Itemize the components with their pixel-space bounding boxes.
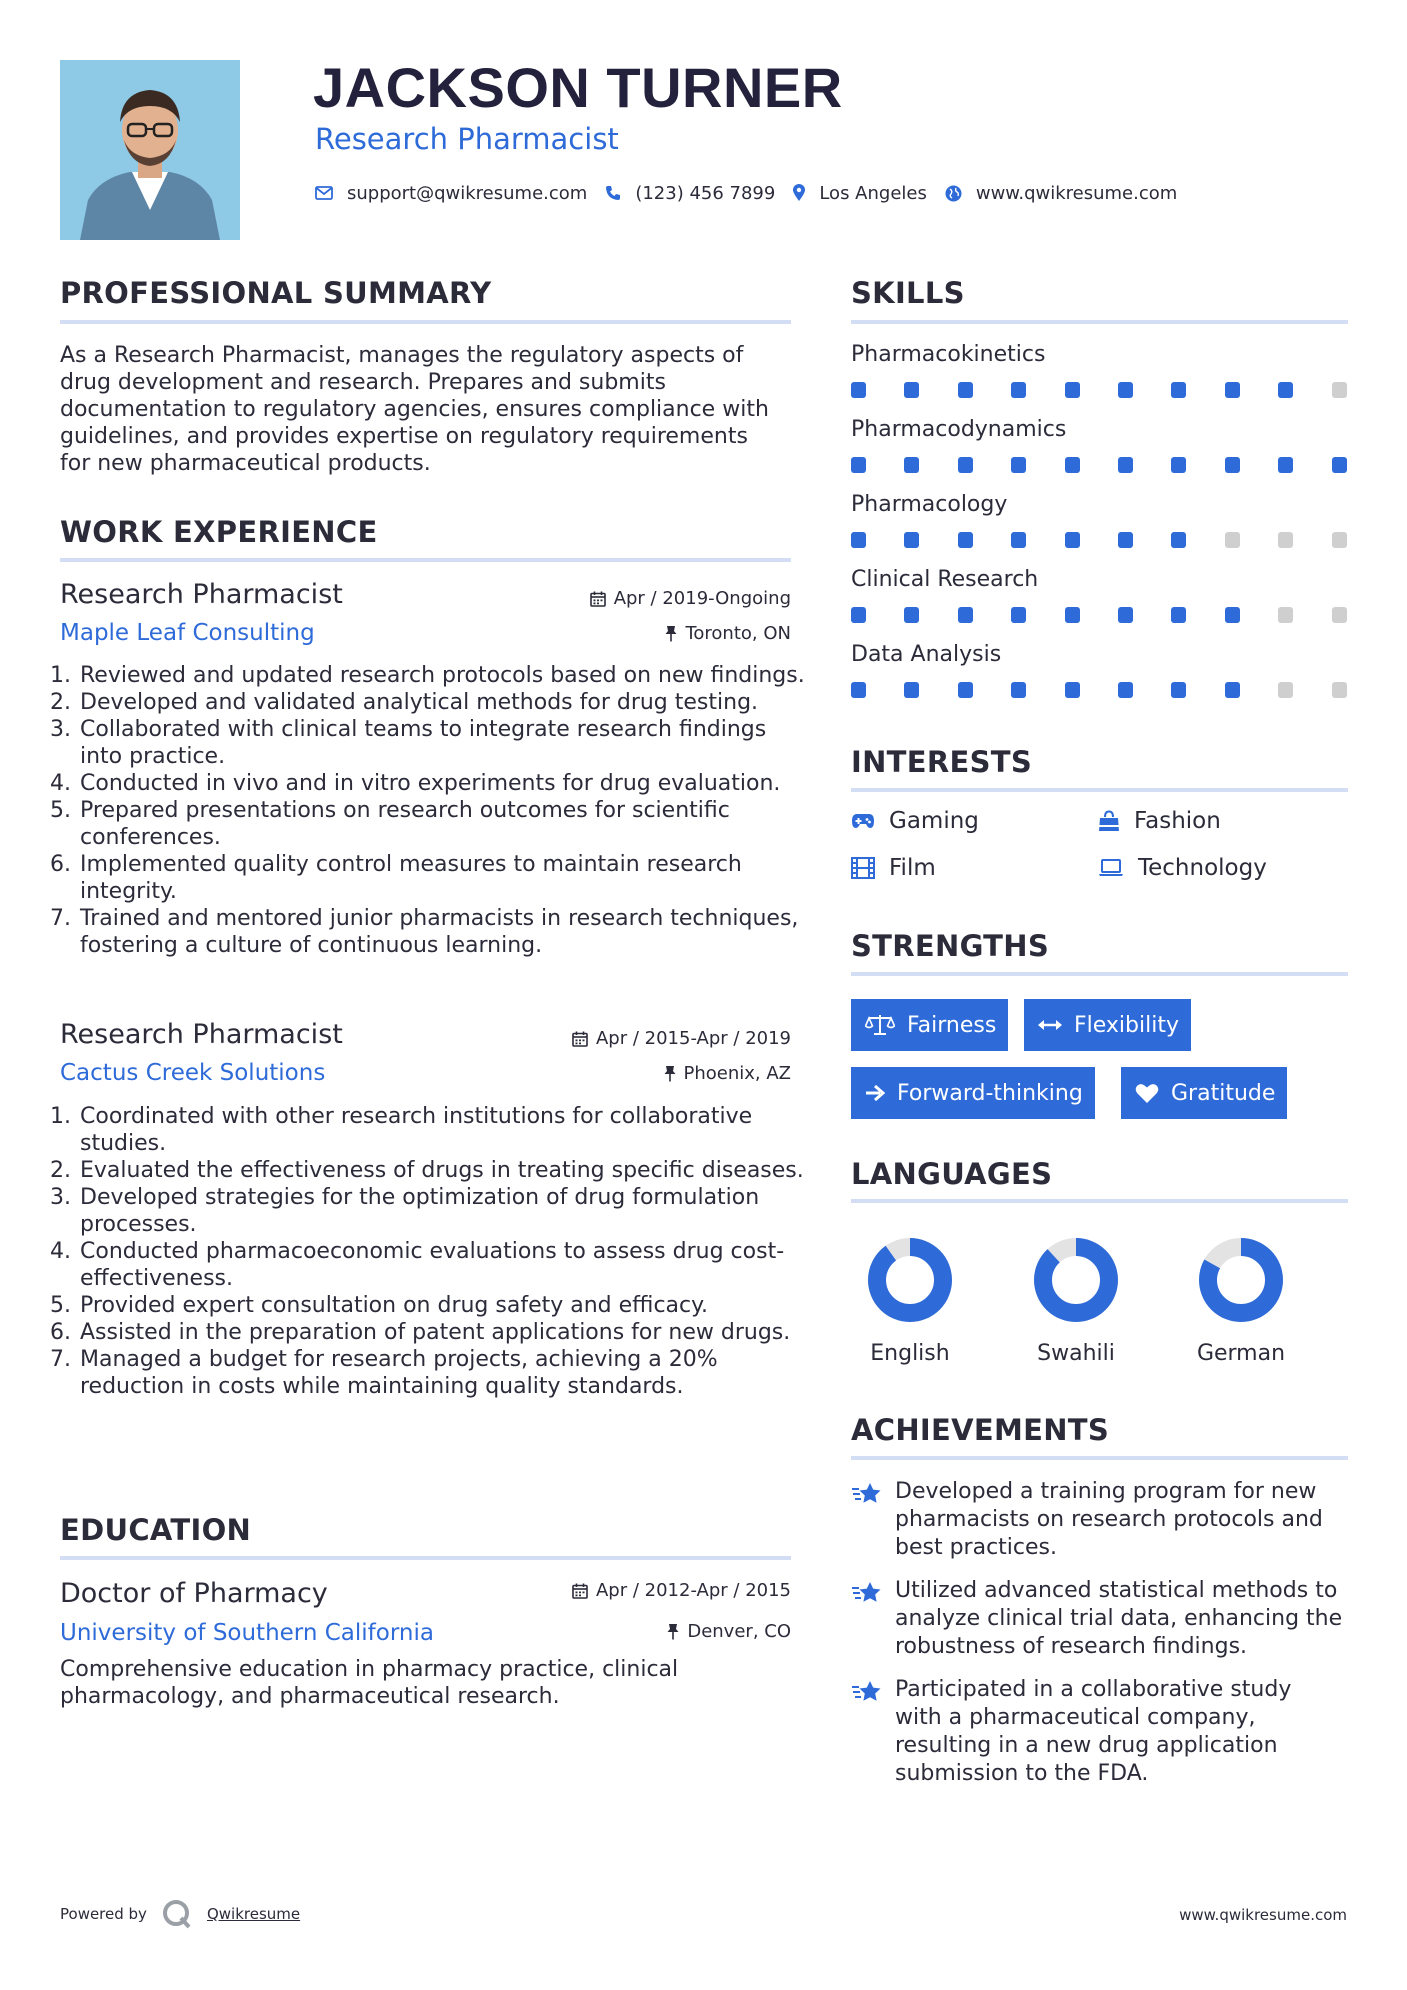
list-item: 4. Conducted in vivo and in vitro experiments for drug evaluation. xyxy=(78,770,813,797)
contact-location xyxy=(793,183,927,204)
skill-dot-filled xyxy=(1171,457,1186,473)
summary-text: As a Research Pharmacist, manages the regulatory aspects of drug development and research. Prepares and submits documentation to regulatory agencies, ensures compliance with guidelines, and provides expertise on regulatory requirements for new pharmaceutical products. xyxy=(60,343,769,476)
languages-heading: LANGUAGES xyxy=(851,1157,1053,1191)
strength-forward-thinking: Forward-thinking xyxy=(851,1067,1095,1119)
skill-dot-empty xyxy=(1332,607,1347,623)
list-item: 5. Prepared presentations on research outcomes for scientific conferences. xyxy=(78,797,813,851)
skill-dot-filled xyxy=(1065,382,1080,398)
skill-dot-filled xyxy=(1225,682,1240,698)
skill-dot-empty xyxy=(1225,532,1240,548)
skill-rating xyxy=(851,457,1348,473)
candidate-name: JACKSON TURNER xyxy=(313,56,843,119)
skill-dot-filled xyxy=(958,457,973,473)
calendar-icon xyxy=(590,591,606,607)
contact-email[interactable] xyxy=(315,183,587,204)
list-item: 7. Trained and mentored junior pharmacists in research techniques, fostering a culture of continuous learning. xyxy=(78,905,813,959)
skill-dot-filled xyxy=(958,382,973,398)
language-proficiency-donut xyxy=(1031,1235,1121,1325)
skill-dot-filled xyxy=(904,607,919,623)
language-name: Swahili xyxy=(1037,1341,1115,1366)
job-title: Research Pharmacist xyxy=(60,1019,343,1050)
skill-dot-filled xyxy=(1332,457,1347,473)
job-bullets xyxy=(60,1103,813,1400)
summary-rule xyxy=(60,320,791,324)
skill-dot-filled xyxy=(1278,457,1293,473)
list-item: 6. Assisted in the preparation of patent applications for new drugs. xyxy=(78,1319,813,1346)
shopping-bag-icon xyxy=(1098,810,1120,832)
skill-dot-filled xyxy=(1118,607,1133,623)
contact-website[interactable] xyxy=(945,183,1177,204)
skill-dot-filled xyxy=(1065,682,1080,698)
interests-rule xyxy=(851,788,1348,792)
email-text: support@qwikresume.com xyxy=(347,182,588,204)
list-item: 3. Developed strategies for the optimization of drug formulation processes. xyxy=(78,1184,813,1238)
list-item: 2. Evaluated the effectiveness of drugs in treating specific diseases. xyxy=(78,1157,813,1184)
skill-dot-filled xyxy=(904,532,919,548)
list-item: 1. Reviewed and updated research protocols based on new findings. xyxy=(78,662,813,689)
strengths-heading: STRENGTHS xyxy=(851,929,1050,963)
experience-rule xyxy=(60,558,791,562)
website-text: www.qwikresume.com xyxy=(975,182,1178,204)
pushpin-icon xyxy=(667,1623,679,1640)
interest-gaming: Gaming xyxy=(851,808,979,834)
skill-dot-filled xyxy=(1171,682,1186,698)
skill-dot-empty xyxy=(1278,607,1293,623)
education-rule xyxy=(60,1556,791,1560)
list-item: 4. Conducted pharmacoeconomic evaluations to assess drug cost-effectiveness. xyxy=(78,1238,813,1292)
skill-dot-filled xyxy=(1011,682,1026,698)
star-medal-icon xyxy=(851,1579,883,1607)
skill-dot-filled xyxy=(1118,457,1133,473)
interest-technology: Technology xyxy=(1098,855,1267,881)
pushpin-icon xyxy=(665,625,677,642)
laptop-icon xyxy=(1098,859,1124,877)
list-item: 3. Collaborated with clinical teams to integrate research findings into practice. xyxy=(78,716,813,770)
skill-dot-filled xyxy=(1065,607,1080,623)
skill-dot-filled xyxy=(1171,532,1186,548)
achievement-item: Participated in a collaborative study with a pharmaceutical company, resulting in a new drug application submission to the FDA. xyxy=(851,1676,1351,1788)
skill-dot-filled xyxy=(904,457,919,473)
skills-rule xyxy=(851,320,1348,324)
skill-dot-filled xyxy=(1011,607,1026,623)
heart-icon xyxy=(1135,1083,1159,1104)
achievements-heading: ACHIEVEMENTS xyxy=(851,1413,1110,1447)
achievements-rule xyxy=(851,1456,1348,1460)
language-proficiency-donut xyxy=(865,1235,955,1325)
education-location: Denver, CO xyxy=(667,1621,791,1642)
skill-name: Clinical Research xyxy=(851,567,1039,592)
interests-heading: INTERESTS xyxy=(851,745,1033,779)
donut-fill xyxy=(1043,1247,1109,1313)
skill-dot-filled xyxy=(1065,457,1080,473)
interest-film: Film xyxy=(851,855,936,881)
skill-dot-filled xyxy=(1118,382,1133,398)
skills-heading: SKILLS xyxy=(851,276,965,310)
skill-dot-filled xyxy=(1171,382,1186,398)
footer-powered-by: Powered by Qwikresume xyxy=(60,1898,300,1930)
language-proficiency-donut xyxy=(1196,1235,1286,1325)
footer-brand-link[interactable]: Qwikresume xyxy=(206,1905,301,1923)
arrows-horizontal-icon xyxy=(1038,1019,1062,1031)
job-location: Toronto, ON xyxy=(665,623,791,644)
summary-heading: PROFESSIONAL SUMMARY xyxy=(60,276,492,310)
job-company: Maple Leaf Consulting xyxy=(60,620,315,646)
contact-row xyxy=(315,178,1195,208)
interest-fashion: Fashion xyxy=(1098,808,1221,834)
education-description: Comprehensive education in pharmacy practice, clinical pharmacology, and pharmaceutical research. xyxy=(60,1657,679,1709)
skill-name: Pharmacodynamics xyxy=(851,417,1067,442)
qwikresume-logo-icon xyxy=(161,1898,193,1930)
map-marker-icon xyxy=(793,184,805,202)
profile-photo xyxy=(60,60,240,240)
achievement-item: Developed a training program for new pharmacists on research protocols and best practices. xyxy=(851,1478,1351,1562)
skill-dot-filled xyxy=(851,382,866,398)
skill-dot-filled xyxy=(1118,532,1133,548)
skill-dot-empty xyxy=(1332,682,1347,698)
skill-dot-filled xyxy=(851,457,866,473)
education-heading: EDUCATION xyxy=(60,1513,252,1547)
footer-site[interactable]: www.qwikresume.com xyxy=(1179,1906,1347,1924)
job-date: Apr / 2015-Apr / 2019 xyxy=(572,1028,791,1049)
school-name: University of Southern California xyxy=(60,1620,434,1646)
achievement-item: Utilized advanced statistical methods to analyze clinical trial data, enhancing the robustness of research findings. xyxy=(851,1577,1351,1661)
location-text: Los Angeles xyxy=(819,182,927,204)
skill-dot-filled xyxy=(958,607,973,623)
list-item: 6. Implemented quality control measures to maintain research integrity. xyxy=(78,851,813,905)
skill-dot-filled xyxy=(958,532,973,548)
balance-scale-icon xyxy=(865,1014,895,1036)
phone-text: (123) 456 7899 xyxy=(635,182,776,204)
skill-rating xyxy=(851,607,1348,623)
list-item: 7. Managed a budget for research projects, achieving a 20% reduction in costs while maintaining quality standards. xyxy=(78,1346,813,1400)
job-bullets xyxy=(60,662,813,959)
skill-rating xyxy=(851,532,1348,548)
list-item: 1. Coordinated with other research institutions for collaborative studies. xyxy=(78,1103,813,1157)
star-medal-icon xyxy=(851,1678,883,1706)
phone-icon xyxy=(605,185,621,201)
skill-dot-filled xyxy=(904,682,919,698)
skill-dot-empty xyxy=(1278,532,1293,548)
skill-dot-filled xyxy=(1225,382,1240,398)
skill-dot-empty xyxy=(1278,682,1293,698)
film-icon xyxy=(851,857,875,879)
skill-dot-empty xyxy=(1332,382,1347,398)
pushpin-icon xyxy=(664,1065,676,1082)
education-date: Apr / 2012-Apr / 2015 xyxy=(572,1580,791,1601)
skill-rating xyxy=(851,682,1348,698)
job-title: Research Pharmacist xyxy=(60,579,343,610)
skill-dot-filled xyxy=(851,682,866,698)
skill-dot-empty xyxy=(1332,532,1347,548)
strength-gratitude: Gratitude xyxy=(1121,1067,1287,1119)
job-date: Apr / 2019-Ongoing xyxy=(590,588,791,609)
strength-flexibility: Flexibility xyxy=(1024,999,1191,1051)
degree-title: Doctor of Pharmacy xyxy=(60,1578,328,1609)
calendar-icon xyxy=(572,1031,588,1047)
skill-dot-filled xyxy=(958,682,973,698)
skill-dot-filled xyxy=(1118,682,1133,698)
skill-rating xyxy=(851,382,1348,398)
list-item: 2. Developed and validated analytical methods for drug testing. xyxy=(78,689,813,716)
strength-fairness: Fairness xyxy=(851,999,1008,1051)
skill-dot-filled xyxy=(904,382,919,398)
language-name: German xyxy=(1196,1341,1286,1366)
candidate-role: Research Pharmacist xyxy=(315,122,619,156)
strengths-rule xyxy=(851,972,1348,976)
gamepad-icon xyxy=(851,813,875,829)
skill-dot-filled xyxy=(1011,457,1026,473)
skill-dot-filled xyxy=(1225,607,1240,623)
envelope-icon xyxy=(315,186,333,200)
contact-phone[interactable] xyxy=(605,183,775,204)
globe-icon xyxy=(945,185,962,202)
calendar-icon xyxy=(572,1583,588,1599)
skill-dot-filled xyxy=(1065,532,1080,548)
job-location: Phoenix, AZ xyxy=(664,1063,792,1084)
skill-dot-filled xyxy=(1278,382,1293,398)
skill-dot-filled xyxy=(1011,382,1026,398)
skill-dot-filled xyxy=(1171,607,1186,623)
skill-dot-filled xyxy=(1011,532,1026,548)
skill-dot-filled xyxy=(851,532,866,548)
skill-dot-filled xyxy=(1225,457,1240,473)
skill-name: Pharmacology xyxy=(851,492,1008,517)
language-name: English xyxy=(870,1341,950,1366)
donut-fill xyxy=(877,1247,943,1313)
skill-name: Pharmacokinetics xyxy=(851,342,1046,367)
star-medal-icon xyxy=(851,1480,883,1508)
arrow-right-icon xyxy=(865,1084,885,1102)
list-item: 5. Provided expert consultation on drug safety and efficacy. xyxy=(78,1292,813,1319)
skill-name: Data Analysis xyxy=(851,642,1002,667)
languages-rule xyxy=(851,1199,1348,1203)
experience-heading: WORK EXPERIENCE xyxy=(60,515,378,549)
skill-dot-filled xyxy=(851,607,866,623)
job-company: Cactus Creek Solutions xyxy=(60,1060,326,1086)
